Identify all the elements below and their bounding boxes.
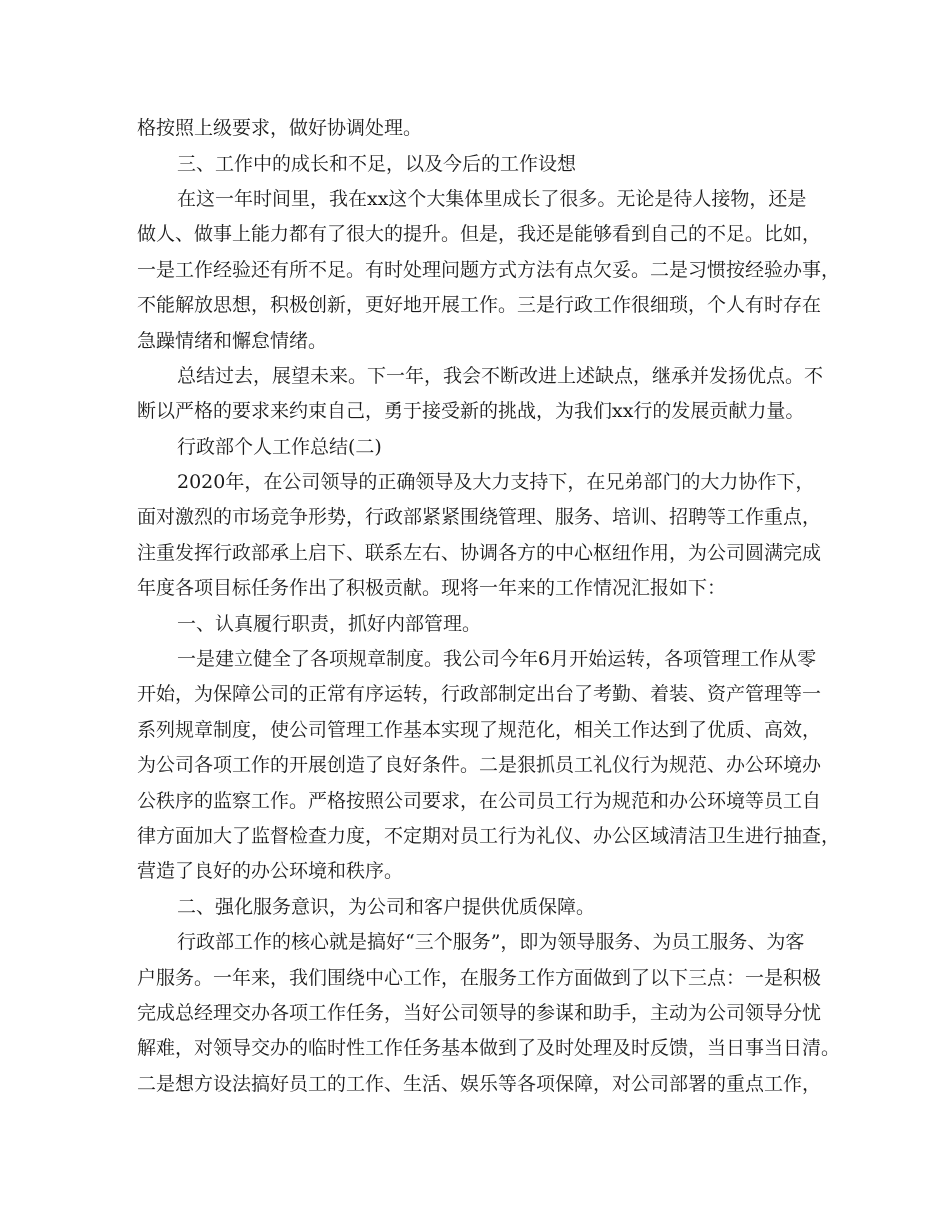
text-line: 为公司各项工作的开展创造了良好条件。二是狠抓员工礼仪行为规范、办公环境办 (137, 754, 822, 776)
text-line: 急躁情绪和懈怠情绪。 (137, 330, 328, 352)
text-line: 解难，对领导交办的临时性工作任务基本做到了及时处理及时反馈，当日事当日清。 (137, 1037, 841, 1059)
text-line: 注重发挥行政部承上启下、联系左右、协调各方的中心枢纽作用，为公司圆满完成 (137, 542, 822, 564)
text-line: 格按照上级要求，做好协调处理。 (137, 117, 423, 139)
document-subtitle: 行政部个人工作总结(二) (177, 436, 382, 458)
text-line: 系列规章制度，使公司管理工作基本实现了规范化，相关工作达到了优质、高效， (137, 719, 822, 741)
text-line: 开始，为保障公司的正常有序运转，行政部制定出台了考勤、着装、资产管理等一 (137, 683, 822, 705)
text-line: 营造了良好的办公环境和秩序。 (137, 860, 404, 882)
section-heading: 二、强化服务意识，为公司和客户提供优质保障。 (177, 896, 596, 918)
text-line: 总结过去，展望未来。下一年，我会不断改进上述缺点，继承并发扬优点。不 (177, 365, 824, 387)
section-heading: 一、认真履行职责，抓好内部管理。 (177, 613, 482, 635)
text-line: 律方面加大了监督检查力度，不定期对员工行为礼仪、办公区域清洁卫生进行抽查， (137, 825, 841, 847)
text-line: 断以严格的要求来约束自己，勇于接受新的挑战，为我们xx行的发展贡献力量。 (137, 400, 805, 422)
text-line: 在这一年时间里，我在xx这个大集体里成长了很多。无论是待人接物，还是 (177, 188, 807, 210)
text-line: 一是建立健全了各项规章制度。我公司今年6月开始运转，各项管理工作从零 (177, 648, 817, 670)
section-heading: 三、工作中的成长和不足，以及今后的工作设想 (177, 153, 577, 175)
text-line: 年度各项目标任务作出了积极贡献。现将一年来的工作情况汇报如下： (137, 577, 727, 599)
text-line: 一是工作经验还有所不足。有时处理问题方式方法有点欠妥。二是习惯按经验办事， (137, 259, 841, 281)
text-line: 面对激烈的市场竞争形势，行政部紧紧围绕管理、服务、培训、招聘等工作重点， (137, 506, 822, 528)
text-line: 公秩序的监察工作。严格按照公司要求，在公司员工行为规范和办公环境等员工自 (137, 790, 822, 812)
text-line: 户服务。一年来，我们围绕中心工作，在服务工作方面做到了以下三点：一是积极 (137, 967, 822, 989)
text-line: 不能解放思想，积极创新，更好地开展工作。三是行政工作很细琐，个人有时存在 (137, 294, 822, 316)
text-line: 做人、做事上能力都有了很大的提升。但是，我还是能够看到自己的不足。比如， (137, 223, 822, 245)
text-line: 完成总经理交办各项工作任务，当好公司领导的参谋和助手，主动为公司领导分忧 (137, 1002, 822, 1024)
text-line: 行政部工作的核心就是搞好“三个服务”，即为领导服务、为员工服务、为客 (177, 931, 805, 953)
text-line: 2020年，在公司领导的正确领导及大力支持下，在兄弟部门的大力协作下， (177, 471, 815, 493)
text-line: 二是想方设法搞好员工的工作、生活、娱乐等各项保障，对公司部署的重点工作， (137, 1073, 822, 1095)
